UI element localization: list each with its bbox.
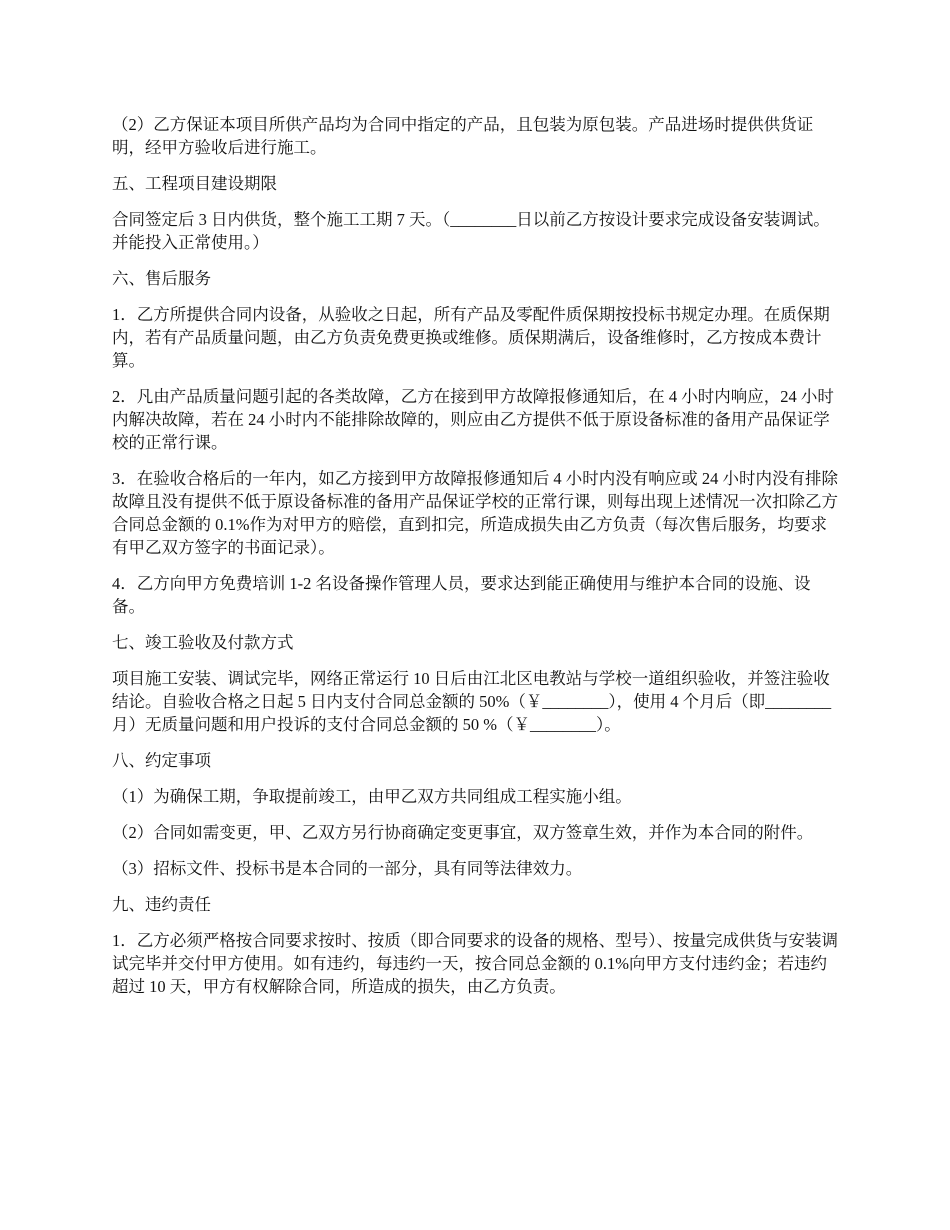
heading-agreed-matters: 八、约定事项: [112, 751, 211, 770]
paragraph-breach-liability-1: 1．乙方必须严格按合同要求按时、按质（即合同要求的设备的规格、型号）、按量完成供货与安装调试完毕并交付甲方使用。如有违约，每违约一天，按合同总金额的 0.1%向甲方支付违约金；若违约超过 10 天，甲方有权解除合同，所造成的损失，由乙方负责。: [112, 931, 838, 996]
paragraph-warranty-original-packaging: （2）乙方保证本项目所供产品均为合同中指定的产品，且包装为原包装。产品进场时提供供货证明，经甲方验收后进行施工。: [112, 115, 814, 157]
paragraph-agreed-matter-3: （3）招标文件、投标书是本合同的一部分，具有同等法律效力。: [112, 859, 583, 878]
paragraph-construction-period: 合同签定后 3 日内供货，整个施工工期 7 天。（________日以前乙方按设计要求完成设备安装调试。并能投入正常使用。）: [112, 210, 830, 252]
paragraph-agreed-matter-2: （2）合同如需变更，甲、乙双方另行协商确定变更事宜，双方签章生效，并作为本合同的附件。: [112, 823, 814, 842]
heading-acceptance-payment: 七、竣工验收及付款方式: [112, 633, 294, 652]
paragraph-after-sales-1: 1．乙方所提供合同内设备，从验收之日起，所有产品及零配件质保期按投标书规定办理。在质保期内，若有产品质量问题，由乙方负责免费更换或维修。质保期满后，设备维修时，乙方按成本费计算。: [112, 305, 830, 370]
heading-after-sales-service: 六、售后服务: [112, 269, 211, 288]
paragraph-after-sales-3: 3．在验收合格后的一年内，如乙方接到甲方故障报修通知后 4 小时内没有响应或 24 小时内没有排除故障且没有提供不低于原设备标准的备用产品保证学校的正常行课，则每出现上述情况一次扣除乙方合同总金额的 0.1%作为对甲方的赔偿，直到扣完，所造成损失由乙方负责（每次售后服务，均要求有甲乙双方签字的书面记录）。: [112, 469, 838, 557]
paragraph-after-sales-4: 4．乙方向甲方免费培训 1-2 名设备操作管理人员，要求达到能正确使用与维护本合同的设施、设备。: [112, 574, 811, 616]
heading-breach-liability: 九、违约责任: [112, 895, 211, 914]
paragraph-acceptance-payment: 项目施工安装、调试完毕，网络正常运行 10 日后由江北区电教站与学校一道组织验收，并签注验收结论。自验收合格之日起 5 日内支付合同总金额的 50%（￥________），使用 4 个月后（即________月）无质量问题和用户投诉的支付合同总金额的 50 %（￥________）。: [112, 669, 832, 734]
heading-construction-period: 五、工程项目建设期限: [112, 174, 277, 193]
paragraph-after-sales-2: 2．凡由产品质量问题引起的各类故障，乙方在接到甲方故障报修通知后，在 4 小时内响应，24 小时内解决故障，若在 24 小时内不能排除故障的，则应由乙方提供不低于原设备标准的备用产品保证学校的正常行课。: [112, 387, 834, 452]
document-page: [112, 113, 842, 1011]
paragraph-agreed-matter-1: （1）为确保工期，争取提前竣工，由甲乙双方共同组成工程实施小组。: [112, 787, 632, 806]
